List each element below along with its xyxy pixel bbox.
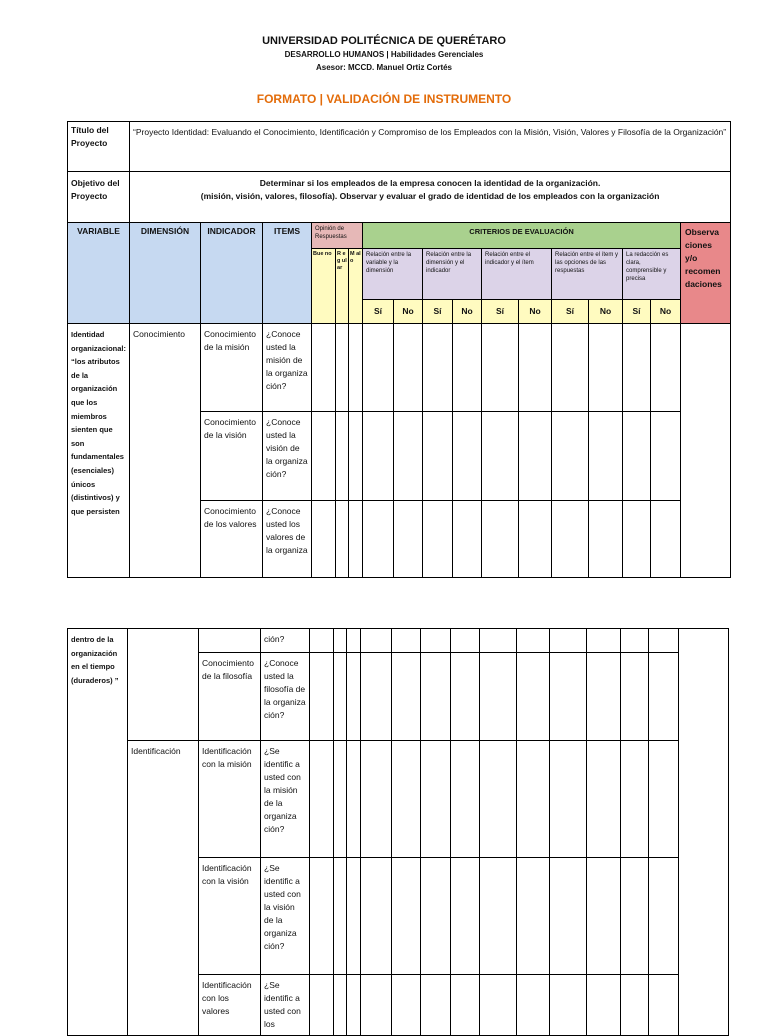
item-identification-vision: ¿Se identific a usted con la visión de la organiza ción?: [261, 858, 310, 975]
eval-cell[interactable]: [649, 975, 679, 1036]
variable-identity-cont: dentro de la organización en el tiempo (duraderos) ”: [68, 629, 128, 1036]
eval-cell[interactable]: [550, 975, 587, 1036]
objective-line-2: (misión, visión, valores, filosofía). Observar y evaluar el grado de identidad de los empleados con la organización: [200, 191, 660, 201]
eval-cell[interactable]: [621, 629, 649, 653]
criterion-1-no: No: [394, 300, 423, 324]
criterion-5-yes: Sí: [623, 300, 651, 324]
eval-cell[interactable]: [480, 653, 517, 741]
criterion-3-yes: Sí: [482, 300, 519, 324]
eval-cell[interactable]: [421, 975, 451, 1036]
eval-cell[interactable]: [361, 975, 392, 1036]
eval-cell[interactable]: [453, 324, 482, 412]
eval-cell[interactable]: [649, 741, 679, 858]
eval-cell[interactable]: [482, 412, 519, 501]
objective-line-1: Determinar si los empleados de la empresa conocen la identidad de la organización.: [259, 178, 601, 188]
format-title: FORMATO | VALIDACIÓN DE INSTRUMENTO: [256, 92, 512, 106]
indicator-cont: [199, 629, 261, 653]
eval-cell[interactable]: [589, 324, 623, 412]
eval-cell[interactable]: [621, 858, 649, 975]
eval-cell[interactable]: [623, 324, 651, 412]
eval-cell[interactable]: [517, 741, 550, 858]
col-observations: Observa ciones y/o recomen daciones: [681, 223, 731, 324]
eval-cell[interactable]: [589, 412, 623, 501]
university-name: UNIVERSIDAD POLITÉCNICA DE QUERÉTARO: [262, 35, 506, 47]
eval-cell[interactable]: [312, 412, 336, 501]
item-knowledge-values: ¿Conoce usted los valores de la organiza: [263, 501, 312, 578]
eval-cell[interactable]: [550, 741, 587, 858]
eval-cell[interactable]: [310, 975, 334, 1036]
eval-cell[interactable]: [453, 501, 482, 578]
item-identification-mission: ¿Se identific a usted con la misión de la organiza ción?: [261, 741, 310, 858]
criterion-3: Relación entre el indicador y el ítem: [482, 249, 552, 300]
item-knowledge-mission: ¿Conoce usted la misión de la organiza ción?: [263, 324, 312, 412]
eval-cell[interactable]: [587, 741, 621, 858]
criterion-5: La redacción es clara, comprensible y precisa: [623, 249, 681, 300]
eval-cell[interactable]: [517, 975, 550, 1036]
eval-cell[interactable]: [621, 975, 649, 1036]
eval-cell[interactable]: [651, 324, 681, 412]
eval-cell[interactable]: [347, 629, 361, 653]
item-knowledge-philosophy: ¿Conoce usted la filosofía de la organiza ción?: [261, 653, 310, 741]
eval-cell[interactable]: [363, 501, 394, 578]
eval-cell[interactable]: [480, 858, 517, 975]
eval-cell[interactable]: [589, 501, 623, 578]
criterion-1: Relación entre la variable y la dimensión: [363, 249, 423, 300]
dimension-identification: Identificación: [128, 741, 199, 1036]
project-title-label: Título del Proyecto: [68, 122, 130, 172]
eval-cell[interactable]: [519, 324, 552, 412]
eval-cell[interactable]: [394, 412, 423, 501]
indicator-identification-vision: Identificación con la visión: [199, 858, 261, 975]
eval-cell[interactable]: [451, 741, 480, 858]
indicator-identification-values: Identificación con los valores: [199, 975, 261, 1036]
eval-cell[interactable]: [392, 653, 421, 741]
eval-cell[interactable]: [347, 653, 361, 741]
eval-cell[interactable]: [310, 741, 334, 858]
eval-cell[interactable]: [517, 629, 550, 653]
validation-table-page2: [67, 628, 729, 1036]
eval-cell[interactable]: [363, 324, 394, 412]
item-knowledge-vision: ¿Conoce usted la visión de la organiza ción?: [263, 412, 312, 501]
eval-cell[interactable]: [451, 975, 480, 1036]
eval-cell[interactable]: [423, 501, 453, 578]
eval-cell[interactable]: [423, 324, 453, 412]
eval-cell[interactable]: [623, 412, 651, 501]
eval-cell[interactable]: [451, 858, 480, 975]
eval-cell[interactable]: [482, 324, 519, 412]
eval-cell[interactable]: [336, 324, 349, 412]
eval-cell[interactable]: [550, 653, 587, 741]
col-opinion: Opinión de Respuestas: [312, 223, 363, 249]
eval-cell[interactable]: [451, 629, 480, 653]
eval-cell[interactable]: [552, 324, 589, 412]
item-cont: ción?: [261, 629, 310, 653]
eval-cell[interactable]: [552, 412, 589, 501]
eval-cell[interactable]: [334, 653, 347, 741]
project-title-value: “Proyecto Identidad: Evaluando el Conocimiento, Identificación y Compromiso de los Empleados con la Misión, Visión, Valores y Filosofía de la Organización”: [130, 122, 731, 172]
criterion-4-yes: Sí: [552, 300, 589, 324]
eval-cell[interactable]: [363, 412, 394, 501]
eval-cell[interactable]: [361, 653, 392, 741]
eval-cell[interactable]: [349, 412, 363, 501]
eval-cell[interactable]: [392, 629, 421, 653]
criterion-2-yes: Sí: [423, 300, 453, 324]
eval-cell[interactable]: [334, 741, 347, 858]
eval-cell[interactable]: [361, 858, 392, 975]
eval-cell[interactable]: [421, 629, 451, 653]
eval-cell[interactable]: [480, 629, 517, 653]
variable-identity: Identidad organizacional: “los atributos de la organización que los miembros sienten que son fundamentales (esenciales) únicos (distintivos) y que persisten: [68, 324, 130, 578]
criterion-1-yes: Sí: [363, 300, 394, 324]
eval-cell[interactable]: [587, 629, 621, 653]
criterion-4-no: No: [589, 300, 623, 324]
eval-cell[interactable]: [649, 629, 679, 653]
eval-cell[interactable]: [517, 858, 550, 975]
eval-cell[interactable]: [312, 501, 336, 578]
opinion-good: Bue no: [312, 249, 336, 324]
eval-cell[interactable]: [310, 629, 334, 653]
dimension-knowledge-cont: [128, 629, 199, 741]
eval-cell[interactable]: [347, 858, 361, 975]
eval-cell[interactable]: [552, 501, 589, 578]
eval-cell[interactable]: [336, 501, 349, 578]
eval-cell[interactable]: [519, 412, 552, 501]
eval-cell[interactable]: [480, 741, 517, 858]
eval-cell[interactable]: [517, 653, 550, 741]
eval-cell[interactable]: [480, 975, 517, 1036]
eval-cell[interactable]: [649, 858, 679, 975]
opinion-regular: R e g ul ar: [336, 249, 349, 324]
col-items: ITEMS: [263, 223, 312, 324]
col-indicator: INDICADOR: [201, 223, 263, 324]
eval-cell[interactable]: [651, 501, 681, 578]
advisor-name: Asesor: MCCD. Manuel Ortiz Cortés: [315, 63, 453, 72]
eval-cell[interactable]: [453, 412, 482, 501]
eval-cell[interactable]: [623, 501, 651, 578]
dimension-knowledge: Conocimiento: [130, 324, 201, 578]
eval-cell[interactable]: [421, 741, 451, 858]
eval-cell[interactable]: [394, 501, 423, 578]
eval-cell[interactable]: [651, 412, 681, 501]
project-objective-value: [130, 172, 731, 223]
eval-cell[interactable]: [349, 501, 363, 578]
eval-cell[interactable]: [312, 324, 336, 412]
criterion-3-no: No: [519, 300, 552, 324]
col-variable: VARIABLE: [68, 223, 130, 324]
criterion-4: Relación entre el ítem y las opciones de las respuestas: [552, 249, 623, 300]
eval-cell[interactable]: [310, 653, 334, 741]
criterion-2: Relación entre la dimensión y el indicador: [423, 249, 482, 300]
indicator-knowledge-values: Conocimiento de los valores: [201, 501, 263, 578]
eval-cell[interactable]: [361, 629, 392, 653]
eval-cell[interactable]: [519, 501, 552, 578]
eval-cell[interactable]: [423, 412, 453, 501]
indicator-knowledge-vision: Conocimiento de la visión: [201, 412, 263, 501]
eval-cell[interactable]: [392, 858, 421, 975]
eval-cell[interactable]: [334, 629, 347, 653]
eval-cell[interactable]: [649, 653, 679, 741]
indicator-knowledge-philosophy: Conocimiento de la filosofía: [199, 653, 261, 741]
eval-cell[interactable]: [550, 629, 587, 653]
criterion-5-no: No: [651, 300, 681, 324]
eval-cell[interactable]: [392, 975, 421, 1036]
criterion-2-no: No: [453, 300, 482, 324]
item-identification-values: ¿Se identific a usted con los: [261, 975, 310, 1036]
indicator-knowledge-mission: Conocimiento de la misión: [201, 324, 263, 412]
eval-cell[interactable]: [392, 741, 421, 858]
eval-cell[interactable]: [334, 975, 347, 1036]
eval-cell[interactable]: [310, 858, 334, 975]
eval-cell[interactable]: [482, 501, 519, 578]
program-name: DESARROLLO HUMANOS | Habilidades Gerenciales: [284, 50, 484, 59]
eval-cell[interactable]: [587, 975, 621, 1036]
validation-table-page1: [67, 121, 731, 578]
observations-cell[interactable]: [679, 629, 729, 1036]
eval-cell[interactable]: [421, 653, 451, 741]
eval-cell[interactable]: [336, 412, 349, 501]
eval-cell[interactable]: [587, 858, 621, 975]
col-dimension: DIMENSIÓN: [130, 223, 201, 324]
eval-cell[interactable]: [361, 741, 392, 858]
eval-cell[interactable]: [621, 653, 649, 741]
opinion-bad: M al o: [349, 249, 363, 324]
eval-cell[interactable]: [550, 858, 587, 975]
project-objective-label: Objetivo del Proyecto: [68, 172, 130, 223]
observations-cell[interactable]: [681, 324, 731, 578]
eval-cell[interactable]: [334, 858, 347, 975]
indicator-identification-mission: Identificación con la misión: [199, 741, 261, 858]
eval-cell[interactable]: [421, 858, 451, 975]
col-criteria: CRITERIOS DE EVALUACIÓN: [363, 223, 681, 249]
eval-cell[interactable]: [347, 975, 361, 1036]
eval-cell[interactable]: [394, 324, 423, 412]
eval-cell[interactable]: [451, 653, 480, 741]
eval-cell[interactable]: [349, 324, 363, 412]
eval-cell[interactable]: [621, 741, 649, 858]
eval-cell[interactable]: [587, 653, 621, 741]
eval-cell[interactable]: [347, 741, 361, 858]
